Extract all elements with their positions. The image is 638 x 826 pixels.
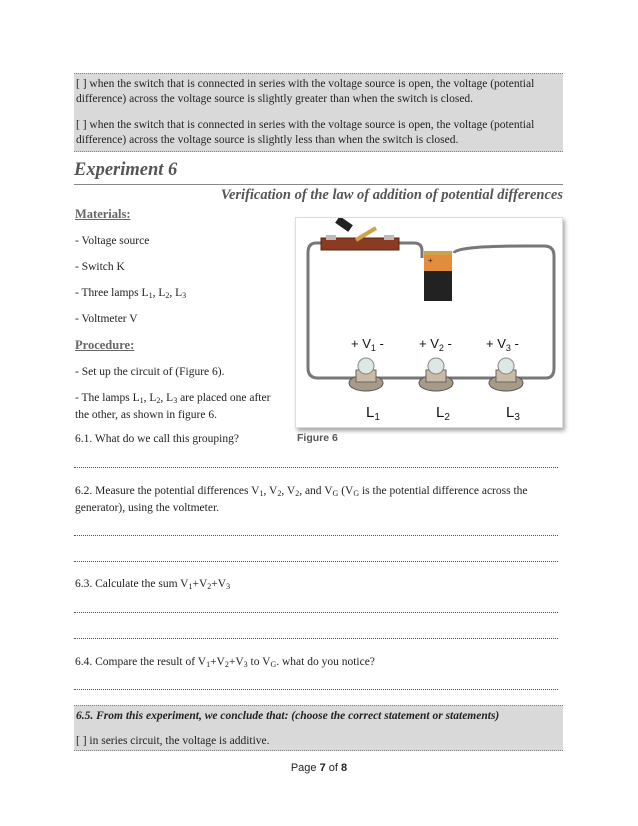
voltage-label-v1: + $V_1$ - bbox=[351, 336, 384, 353]
materials-heading: Materials: bbox=[75, 207, 131, 221]
svg-text:+: + bbox=[428, 256, 433, 265]
page-number: Page 7 of 8 bbox=[290, 762, 348, 774]
voltage-label-v3: + $V_3$ - bbox=[486, 336, 519, 353]
answer-line[interactable] bbox=[74, 612, 558, 613]
lamp-label-l3: $L_3$ bbox=[506, 404, 520, 423]
procedure-step-lamps: - The lamps $L_1$, $L_2$, $L_3$ are placed one after the other, as shown in figure 6. bbox=[75, 392, 271, 421]
material-switch: - Switch K bbox=[75, 261, 125, 273]
lamp-label-l2: $L_2$ bbox=[436, 404, 450, 423]
procedure-step-setup: - Set up the circuit of (Figure 6). bbox=[75, 366, 225, 378]
answer-line[interactable] bbox=[74, 638, 558, 639]
lamp-label-l1: $L_1$ bbox=[366, 404, 380, 423]
figure-6 bbox=[295, 217, 563, 428]
switch-k bbox=[321, 218, 399, 250]
battery-voltage-source bbox=[424, 251, 452, 301]
circuit-diagram bbox=[296, 218, 562, 427]
material-voltage-source: - Voltage source bbox=[75, 235, 150, 247]
lamp-l3 bbox=[489, 358, 523, 391]
procedure-heading: Procedure: bbox=[75, 338, 135, 352]
option-greater: [ ] when the switch that is connected in series with the voltage source is open, the voltage (potential difference) across the voltage source is slightly greater than when the switch is closed. bbox=[76, 78, 535, 105]
answer-line[interactable] bbox=[74, 561, 558, 562]
voltage-label-v2: + $V_2$ - bbox=[419, 336, 452, 353]
material-lamps: - Three lamps $L_1$, $L_2$, $L_3$ bbox=[75, 287, 187, 300]
experiment-subtitle: Verification of the law of addition of potential differences bbox=[220, 187, 563, 203]
title-rule bbox=[74, 184, 563, 185]
question-6-4: 6.4. Compare the result of $V_1+V_2+V_3$ to $V_G$. what do you notice? bbox=[75, 656, 375, 669]
lamp-l2 bbox=[419, 358, 453, 391]
material-voltmeter: - Voltmeter V bbox=[75, 313, 138, 325]
question-6-3: 6.3. Calculate the sum $V_1+V_2+V_3$ bbox=[75, 578, 231, 591]
experiment-title: Experiment 6 bbox=[74, 160, 178, 180]
answer-line[interactable] bbox=[74, 689, 558, 690]
option-less: [ ] when the switch that is connected in series with the voltage source is open, the voltage (potential difference) across the voltage source is slightly less than when the switch is closed. bbox=[76, 119, 535, 146]
figure-caption: Figure 6 bbox=[297, 432, 338, 444]
lamp-l1 bbox=[349, 358, 383, 391]
question-6-2: 6.2. Measure the potential differences $V_1$, $V_2$, $V_2$, and $V_G$ ($V_G$ is the potential difference across the generator), using the voltmeter. bbox=[75, 485, 528, 514]
answer-line[interactable] bbox=[74, 467, 558, 468]
answer-line[interactable] bbox=[74, 535, 558, 536]
question-6-1: 6.1. What do we call this grouping? bbox=[75, 433, 239, 445]
conclusion-heading: 6.5. From this experiment, we conclude that: (choose the correct statement or statements) bbox=[76, 710, 500, 722]
conclusion-option-additive[interactable]: [ ] in series circuit, the voltage is additive. bbox=[76, 735, 270, 747]
